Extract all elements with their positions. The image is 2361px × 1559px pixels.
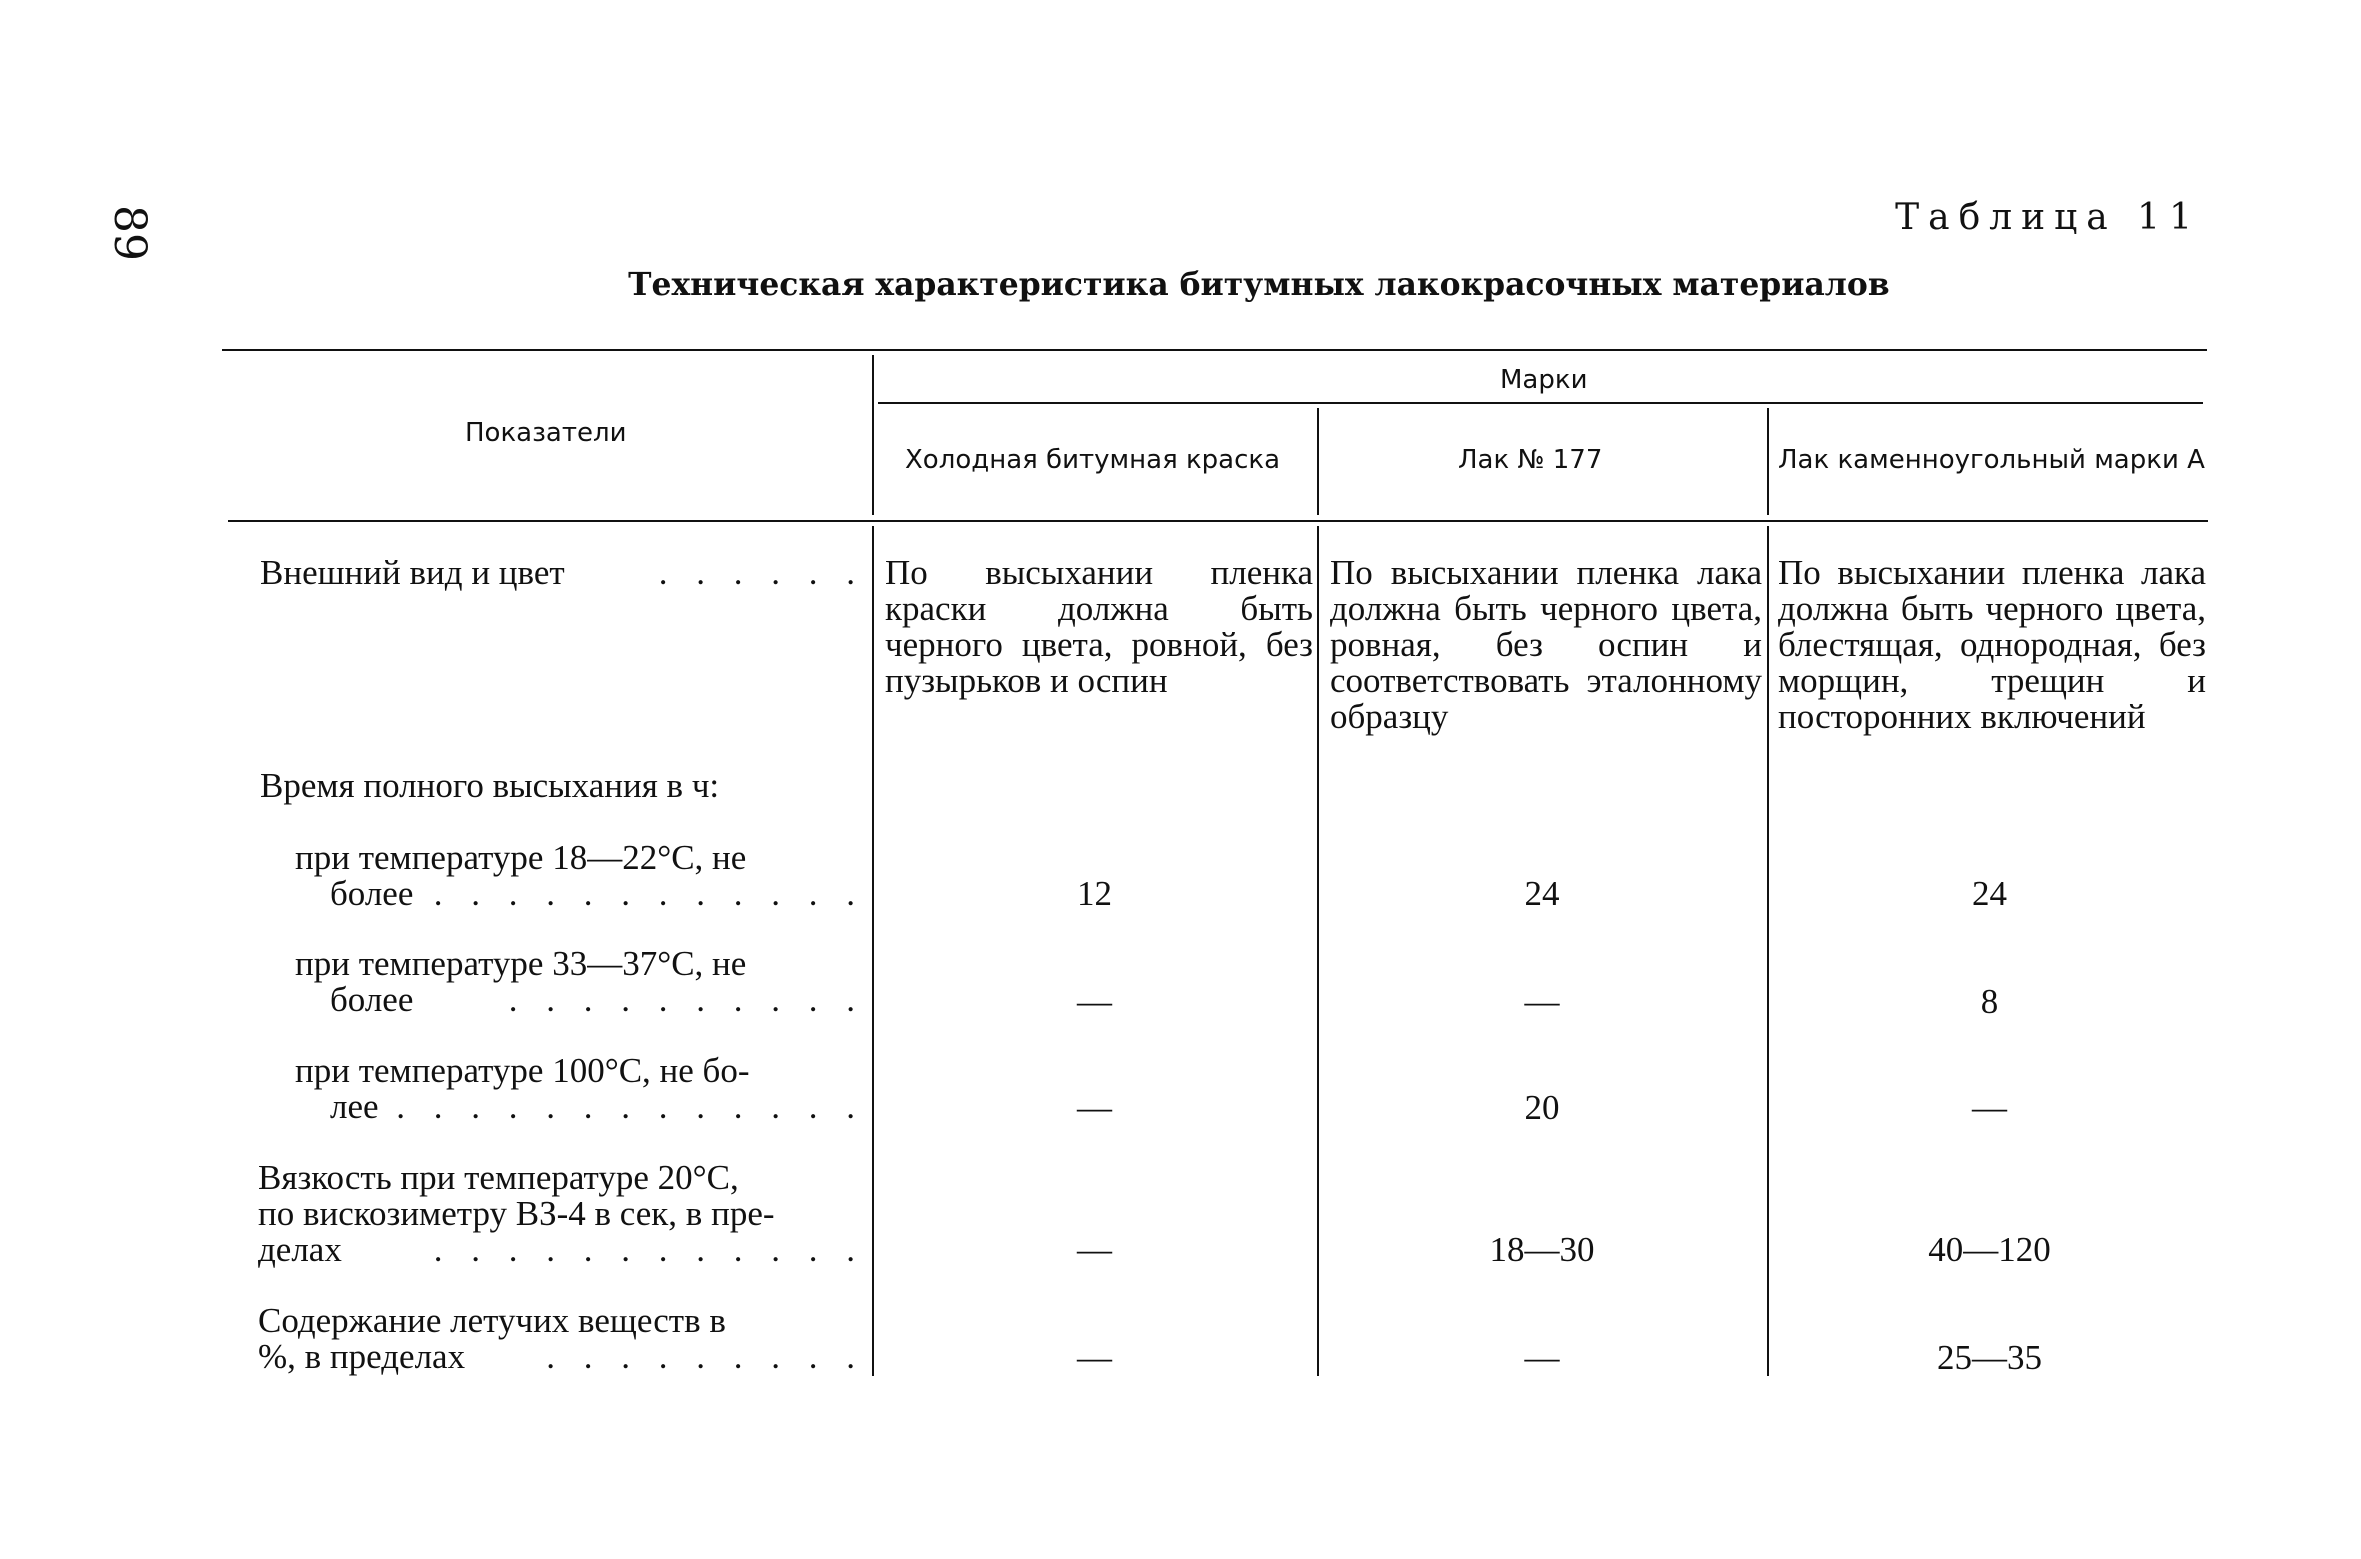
t18-col1: 12	[1077, 874, 1112, 913]
volatiles-col1: —	[1077, 1338, 1112, 1377]
t100-dots: . . . . . . . . . . . . .	[396, 1087, 865, 1126]
brands-rule	[878, 402, 2203, 404]
row-t18-label	[295, 840, 865, 912]
t18-label-line1: при температуре 18—22°С, не	[295, 838, 747, 877]
t33-col2: —	[1524, 982, 1560, 1021]
top-rule	[222, 349, 2207, 351]
row-t33-label	[295, 946, 865, 1018]
appearance-col3: По высыхании пленка лака должна быть черного цвета, блестящая, однородная, без морщин, трещин и посторонних включений	[1778, 553, 2206, 736]
t100-label-line1: при температуре 100°С, не бо-	[295, 1051, 750, 1090]
t33-dots: . . . . . . . . . .	[508, 980, 865, 1019]
row-t100-label	[295, 1053, 865, 1125]
appearance-label-text: Внешний вид и цвет	[260, 553, 565, 592]
row-appearance-label	[260, 555, 865, 591]
t18-dots: . . . . . . . . . . . .	[433, 874, 865, 913]
header-brands: Марки	[1500, 365, 1588, 395]
header-divider-2	[1317, 408, 1319, 515]
viscosity-label-line1: Вязкость при температуре 20°С,	[258, 1158, 739, 1197]
header-col3: Лак каменноугольный марки А	[1778, 445, 2205, 475]
t33-col3: 8	[1980, 982, 1999, 1021]
t100-col3: —	[1972, 1088, 2007, 1127]
viscosity-dots: . . . . . . . . . . . .	[433, 1230, 865, 1269]
volatiles-dots: . . . . . . . . .	[546, 1337, 865, 1376]
viscosity-col3: 40—120	[1928, 1230, 2051, 1269]
header-indicators: Показатели	[465, 418, 627, 448]
appearance-col2: По высыхании пленка лака должна быть черного цвета, ровная, без оспин и соответствовать эталонному образцу	[1330, 553, 1762, 736]
t33-col1: —	[1077, 982, 1112, 1021]
t100-col1: —	[1077, 1088, 1112, 1127]
appearance-col1: По высыхании пленка краски должна быть черного цвета, ровной, без пузырьков и оспин	[885, 553, 1313, 700]
volatiles-col2: —	[1524, 1338, 1560, 1377]
row-volatiles-label	[258, 1303, 865, 1375]
header-divider-3	[1767, 408, 1769, 515]
table-title: Техническая характеристика битумных лакокрасочных материалов	[628, 265, 1890, 303]
header-col2: Лак № 177	[1458, 445, 1603, 475]
t100-label-line2: лее	[330, 1087, 379, 1126]
t33-label-line2: более	[330, 980, 414, 1019]
t18-col2: 24	[1524, 874, 1560, 913]
header-col1: Холодная битумная краска	[905, 445, 1281, 475]
row-viscosity-label	[258, 1160, 865, 1268]
t18-label-line2: более	[330, 874, 414, 913]
table-label: Таблица 11	[1895, 197, 2201, 238]
viscosity-col1: —	[1077, 1230, 1112, 1269]
volatiles-label-line1: Содержание летучих веществ в	[258, 1301, 726, 1340]
viscosity-col2: 18—30	[1489, 1230, 1595, 1269]
viscosity-label-line3: делах	[258, 1230, 342, 1269]
volatiles-col3: 25—35	[1937, 1338, 2042, 1377]
t33-label-line1: при температуре 33—37°С, не	[295, 944, 747, 983]
page-number: 89	[104, 205, 155, 261]
t100-col2: 20	[1524, 1088, 1560, 1127]
header-divider-1	[872, 355, 874, 515]
t18-col3: 24	[1972, 874, 2007, 913]
drying-time-label: Время полного высыхания в ч:	[260, 766, 720, 805]
volatiles-label-line2: %, в пределах	[258, 1337, 466, 1376]
viscosity-label-line2: по вискозиметру ВЗ-4 в сек, в пре-	[258, 1194, 775, 1233]
appearance-dots: . . . . . .	[658, 553, 865, 592]
header-bottom-rule	[228, 520, 2208, 522]
